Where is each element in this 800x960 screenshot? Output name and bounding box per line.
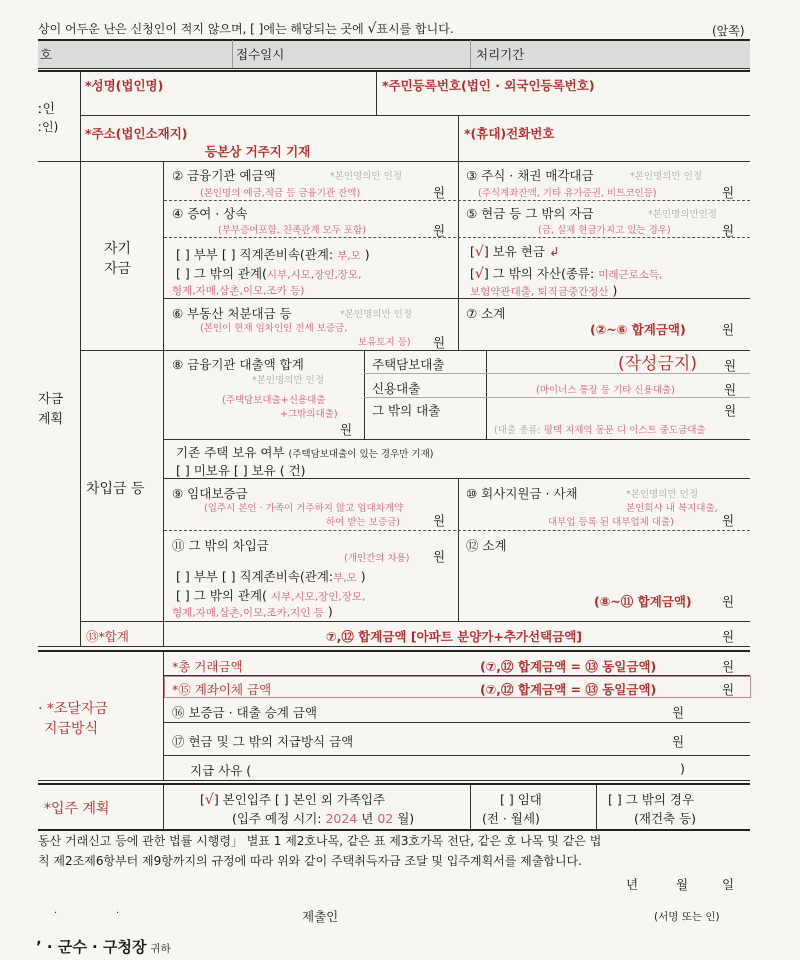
other-assets-kind-line: 보험약관대출, 퇴직금중간정산 )	[470, 283, 618, 298]
move-in-planned-line: (입주 예정 시기: 2024 년 02 월)	[232, 811, 415, 826]
legal-text-1: 동산 거래신고 등에 관한 법률 시행령」 별표 1 제2호나목, 같은 표 제3호가목 전단, 같은 호 나목 및 같은 법	[38, 834, 602, 848]
applicant-side-label-2: ː인)	[38, 120, 59, 134]
address-note: 등본상 거주지 기재	[205, 144, 311, 159]
item9-detail: (입주시 본인 · 가족이 거주하지 않고 임대차계약	[204, 503, 404, 514]
cash-held-line: [√] 보유 현금 ↲	[470, 244, 560, 260]
move-in-other-option: [ ] 그 밖의 경우	[608, 792, 695, 807]
own-relation-line1: [ ] 부부 [ ] 직계존비속(관계: 부,모 )	[176, 247, 370, 262]
cash-other-label: ⑰ 현금 및 그 밖의 지급방식 금액	[172, 734, 354, 749]
page-side-label: (앞쪽)	[712, 24, 745, 38]
transfer-label: *⑮ 계좌이체 금액	[172, 682, 272, 697]
item7-unit: 원	[722, 322, 735, 337]
total-label: ⑬*합계	[86, 629, 129, 644]
credit-loan-value: (마이너스 통장 등 기타 신용대출)	[536, 385, 675, 396]
cash-other-unit: 원	[672, 734, 685, 749]
item5-title: ⑤ 현금 등 그 밖의 자금	[466, 206, 594, 221]
applicant-side-label: ː인	[38, 102, 55, 117]
other-assets-line: [√] 그 밖의 자산(종류: 미래근로소득,	[470, 266, 663, 282]
existing-home-line: 기존 주택 보유 여부 (주택담보대출이 있는 경우만 기재)	[176, 445, 434, 460]
item8-detail: (주택담보대출+신용대출	[222, 395, 326, 406]
deposit-succession-label: ⑯ 보증금 · 대출 승계 금액	[172, 705, 318, 720]
loan-type-line: (대출 종류: 평택 지제역 동문 디 이스트 중도금대출	[494, 425, 706, 436]
item2-title: ② 금융기관 예금액	[172, 168, 276, 183]
dot-mark: ·	[54, 908, 58, 919]
payment-side-label-2: 지급방식	[44, 721, 99, 737]
item7-title: ⑦ 소계	[466, 306, 506, 321]
item4-detail: (부부증여포함, 친족관계 모두 포함)	[218, 225, 366, 236]
item6-title: ⑥ 부동산 처분대금 등	[172, 306, 292, 321]
date-day-label: 일	[722, 877, 735, 892]
item6-note: *본인명의만 인정	[340, 309, 413, 320]
loans-label: 차입금 등	[86, 481, 145, 497]
item8-detail-2: +그밖의대출)	[280, 409, 338, 420]
item11-unit: 원	[433, 549, 446, 564]
item4-title: ④ 증여 · 상속	[172, 206, 248, 221]
item10-detail-2: 대부업 등록 된 대부업체 대출)	[548, 517, 674, 528]
item12-value: (⑧~⑪ 합계금액)	[594, 594, 692, 609]
move-in-rent-sub: (전 · 월세)	[482, 811, 540, 826]
mortgage-unit: 원	[724, 358, 737, 373]
item5-unit: 원	[722, 223, 735, 238]
item12-title: ⑫ 소계	[466, 538, 507, 553]
mortgage-label: 주택담보대출	[372, 357, 445, 372]
id-number-label: *주민등록번호(법인 · 외국인등록번호)	[382, 78, 595, 93]
payment-side-label: · *조달자금	[38, 701, 109, 717]
loan-relation-line1: [ ] 부부 [ ] 직계존비속(관계:부,모 )	[176, 569, 366, 584]
item9-unit: 원	[433, 513, 446, 528]
item10-detail: 본인회사 내 복지대출,	[626, 503, 718, 514]
phone-label: *(휴대)전화번호	[464, 126, 555, 141]
total-price-unit: 원	[722, 659, 735, 674]
payment-reason-label: 지급 사유 (	[190, 763, 252, 778]
item6-unit: 원	[433, 335, 446, 350]
total-unit: 원	[722, 629, 735, 644]
move-in-label: *입주 계획	[44, 801, 110, 817]
mortgage-value: (작성금지)	[618, 354, 697, 374]
credit-loan-unit: 원	[724, 382, 737, 397]
item10-title: ⑩ 회사지원금 · 사채	[466, 486, 578, 501]
legal-text-2: 칙 제2조제6항부터 제9항까지의 규정에 따라 위와 같이 주택취득자금 조달 및 입주계획서를 제출합니다.	[38, 854, 582, 868]
item6-detail: (본인이 현재 임차인인 전세 보증금,	[200, 323, 348, 334]
recipient-line: ʼ · 군수 · 구청장 귀하	[36, 938, 171, 956]
submitter-label: 제출인	[302, 909, 339, 924]
item3-title: ③ 주식 · 채권 매각대금	[466, 168, 594, 183]
item4-unit: 원	[433, 223, 446, 238]
move-in-self-line: [√] 본인입주 [ ] 본인 외 가족입주	[200, 792, 386, 808]
total-price-label: *총 거래금액	[172, 659, 243, 674]
other-loan-label: 그 밖의 대출	[372, 403, 441, 418]
date-year-label: 년	[626, 877, 639, 892]
total-value: ⑦,⑫ 합계금액 [아파트 분양가+추가선택금액]	[326, 629, 582, 644]
dot-mark-2: ·	[116, 908, 120, 919]
total-price-value: (⑦,⑫ 합계금액 = ⑬ 동일금액)	[480, 659, 657, 674]
receipt-number-label: 호	[40, 47, 53, 62]
receipt-header-band	[38, 40, 750, 68]
processing-period-label: 처리기간	[476, 47, 525, 62]
move-in-other-sub: (재건축 등)	[634, 811, 697, 826]
payment-reason-close: )	[680, 761, 685, 776]
loan-relation-line2: [ ] 그 밖의 관계( 시부,시모,장인,장모,	[176, 588, 366, 603]
existing-home-options: [ ] 미보유 [ ] 보유 ( 건)	[176, 463, 306, 478]
own-relation-line3: 형제,자매,삼촌,이모,조카 등)	[172, 285, 305, 297]
item9-title: ⑨ 임대보증금	[172, 486, 248, 501]
received-date-label: 접수일시	[236, 47, 285, 62]
item12-unit: 원	[722, 594, 735, 609]
own-relation-line2: [ ] 그 밖의 관계(시부,시모,장인,장모,	[176, 266, 362, 281]
move-in-rent-option: [ ] 임대	[500, 792, 542, 807]
funding-side-label-2: 계획	[38, 412, 64, 427]
item6-detail-2: 보유토지 등)	[358, 337, 411, 348]
item11-detail: (개인간의 차용)	[344, 553, 410, 564]
item3-note: *본인명의만 인정	[630, 171, 703, 182]
loan-relation-line3: 형제,자매,삼촌,이모,조카,지인 등 )	[172, 604, 333, 619]
other-loan-unit: 원	[724, 403, 737, 418]
item2-unit: 원	[433, 185, 446, 200]
item2-detail: (본인명의 예금,적금 등 금융기관 잔액)	[200, 188, 361, 199]
credit-loan-label: 신용대출	[372, 381, 421, 396]
item10-unit: 원	[722, 513, 735, 528]
own-funds-label: 자기	[104, 241, 132, 257]
signature-label: (서명 또는 인)	[654, 911, 720, 923]
item5-note: *본인명의만인정	[648, 209, 717, 220]
transfer-unit: 원	[722, 682, 735, 697]
address-label: *주소(법인소재지)	[85, 126, 188, 141]
own-funds-label-2: 자금	[104, 261, 132, 277]
item11-title: ⑪ 그 밖의 차입금	[172, 538, 269, 553]
item3-unit: 원	[722, 185, 735, 200]
instruction-text: 상이 어두운 난은 신청인이 적지 않으며, [ ]에는 해당되는 곳에 √표시를 합니다.	[38, 21, 454, 37]
transfer-value: (⑦,⑫ 합계금액 = ⑬ 동일금액)	[480, 682, 657, 697]
item8-note: *본인명의만 인정	[252, 375, 325, 386]
date-month-label: 월	[676, 877, 689, 892]
item5-detail: (금, 실제 현금가지고 있는 경우)	[538, 225, 671, 236]
item8-title: ⑧ 금융기관 대출액 합계	[172, 357, 304, 372]
item3-detail: (주식계좌잔액, 기타 유가증권, 비트코인등)	[478, 188, 657, 199]
item7-value: (②~⑥ 합계금액)	[590, 322, 686, 337]
item8-unit: 원	[340, 422, 353, 437]
name-label: *성명(법인명)	[85, 78, 164, 93]
item9-detail-2: 하여 받는 보증금)	[326, 517, 400, 528]
deposit-succession-unit: 원	[672, 705, 685, 720]
item10-note: *본인명의만 인정	[626, 489, 699, 500]
funding-side-label: 자금	[38, 392, 64, 407]
item2-note: *본인명의만 인정	[330, 171, 403, 182]
